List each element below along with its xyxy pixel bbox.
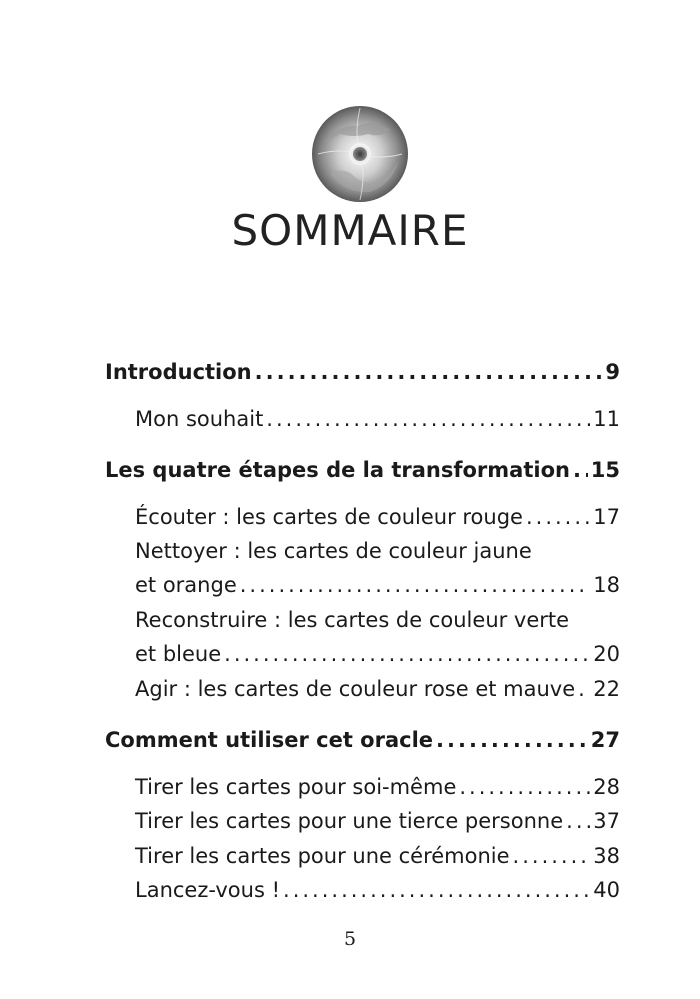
toc-page: 17 xyxy=(593,505,620,529)
dot-leader xyxy=(283,874,590,906)
toc-label: Écouter : les cartes de couleur rouge xyxy=(135,505,523,529)
toc-label: Mon souhait xyxy=(135,407,264,431)
dot-leader xyxy=(566,805,590,837)
toc-label: Tirer les cartes pour une tierce personne xyxy=(135,809,564,833)
toc-label: et bleue xyxy=(135,642,222,666)
toc-page: 15 xyxy=(590,458,620,482)
dot-leader xyxy=(459,771,590,803)
toc-entry-ceremonie xyxy=(135,840,620,872)
toc-entry-reconstruire xyxy=(135,638,620,670)
toc-page: 28 xyxy=(593,775,620,799)
toc-entry-tierce-personne xyxy=(135,805,620,837)
toc-entry-reconstruire-line1: Reconstruire : les cartes de couleur verte xyxy=(135,608,570,632)
dot-leader xyxy=(266,403,590,435)
toc-label: Introduction xyxy=(105,360,252,384)
globe-icon xyxy=(310,104,410,204)
dot-leader xyxy=(240,569,591,601)
dot-leader xyxy=(224,638,590,670)
toc-page: 40 xyxy=(593,878,620,902)
toc-entry-lancez-vous xyxy=(135,874,620,906)
toc-page: 9 xyxy=(605,360,620,384)
toc-page: 22 xyxy=(593,677,620,701)
toc-entry-agir xyxy=(135,673,620,705)
dot-leader xyxy=(578,673,590,705)
toc-page: 38 xyxy=(593,844,620,868)
dot-leader xyxy=(526,501,590,533)
dot-leader xyxy=(513,840,591,872)
toc-entry-nettoyer xyxy=(135,569,620,601)
toc-label: Lancez-vous ! xyxy=(135,878,281,902)
toc-entry-introduction xyxy=(105,356,620,388)
toc-page: 20 xyxy=(593,642,620,666)
dot-leader xyxy=(573,454,588,486)
toc-label: Agir : les cartes de couleur rose et mauve xyxy=(135,677,576,701)
page-number: 5 xyxy=(343,928,357,950)
toc-page: 11 xyxy=(593,407,620,431)
toc-entry-quatre-etapes xyxy=(105,454,620,486)
dot-leader xyxy=(436,724,588,756)
toc-label: Comment utiliser cet oracle xyxy=(105,728,434,752)
toc-label: Tirer les cartes pour une cérémonie xyxy=(135,844,510,868)
toc-entry-ecouter xyxy=(135,501,620,533)
toc-page: 18 xyxy=(593,573,620,597)
toc-entry-comment-utiliser xyxy=(105,724,620,756)
toc-label: Tirer les cartes pour soi-même xyxy=(135,775,457,799)
dot-leader xyxy=(255,356,603,388)
toc-entry-soi-meme xyxy=(135,771,620,803)
page-title: SOMMAIRE xyxy=(231,206,469,255)
toc-page: 27 xyxy=(590,728,620,752)
toc-entry-nettoyer-line1: Nettoyer : les cartes de couleur jaune xyxy=(135,539,532,563)
toc-entry-mon-souhait xyxy=(135,403,620,435)
toc-page: 37 xyxy=(593,809,620,833)
toc-label: et orange xyxy=(135,573,237,597)
toc-label: Les quatre étapes de la transformation xyxy=(105,458,570,482)
